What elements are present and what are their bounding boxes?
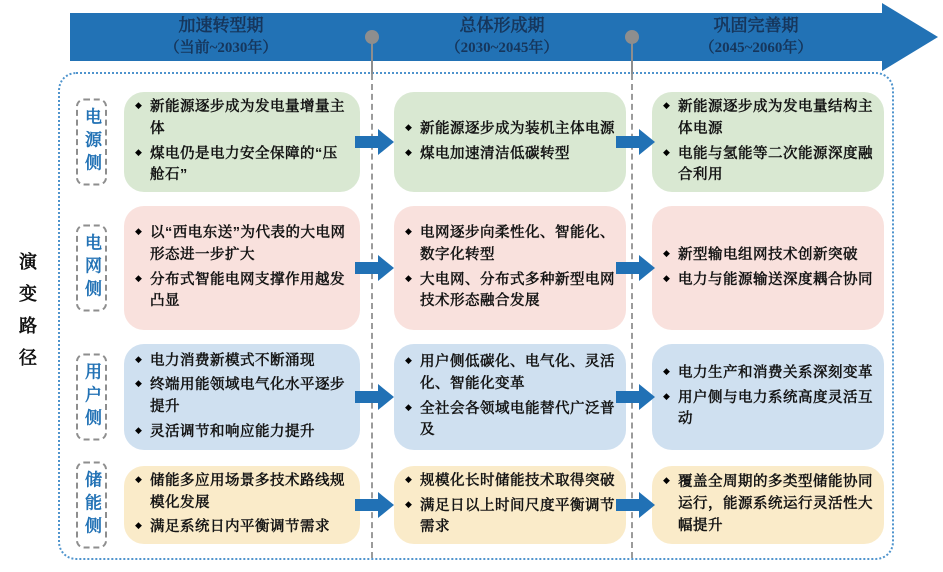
timeline-phase-2 <box>372 15 632 58</box>
bullet-item <box>662 245 873 267</box>
diamond-bullet-icon: ◆ <box>135 353 143 364</box>
phase-divider-dot-icon <box>625 30 639 44</box>
bullet-text: 覆盖全周期的多类型储能协同运行，能源系统运行灵活性大幅提升 <box>678 474 873 534</box>
diamond-bullet-icon: ◆ <box>405 146 413 157</box>
diamond-bullet-icon: ◆ <box>135 100 143 110</box>
bullet-item <box>662 363 874 385</box>
row-label-text: 储能侧 <box>82 470 101 540</box>
bullet-item <box>404 352 616 396</box>
row-label-grid-side <box>76 225 107 312</box>
bullet-item <box>662 388 874 432</box>
right-arrow-icon <box>355 255 395 281</box>
bullet-item <box>662 270 873 292</box>
cell-grid-phase1 <box>124 206 360 330</box>
diamond-bullet-icon: ◆ <box>663 146 671 157</box>
bullet-item <box>134 270 350 314</box>
bullet-text: 灵活调节和响应能力提升 <box>150 423 315 440</box>
bullet-text: 大电网、分布式多种新型电网技术形态融合发展 <box>420 271 615 310</box>
diamond-bullet-icon: ◆ <box>405 401 413 412</box>
diamond-bullet-icon: ◆ <box>663 390 671 401</box>
timeline-phase-3 <box>632 15 880 58</box>
right-arrow-icon <box>616 129 656 155</box>
bullet-text: 分布式智能电网支撑作用越发凸显 <box>150 271 345 310</box>
right-arrow-icon <box>616 384 656 410</box>
diamond-bullet-icon: ◆ <box>663 272 671 283</box>
bullet-text: 电力与能源输送深度耦合协同 <box>678 271 873 288</box>
diamond-bullet-icon: ◆ <box>135 520 143 531</box>
cell-user-phase1 <box>124 344 360 450</box>
diamond-bullet-icon: ◆ <box>663 475 671 486</box>
bullet-item <box>134 223 350 267</box>
bullet-item <box>134 351 350 373</box>
axis-label-evolution-path: 演变路径 <box>17 252 37 380</box>
row-label-text: 电源侧 <box>82 107 101 177</box>
bullet-item <box>404 270 616 314</box>
cell-power-phase2 <box>394 92 626 192</box>
timeline-arrow-head-icon <box>882 3 938 71</box>
bullet-item <box>662 97 874 141</box>
phase-subtitle: （2030~2045年） <box>445 39 559 56</box>
diamond-bullet-icon: ◆ <box>135 424 143 435</box>
bullet-text: 新能源逐步成为装机主体电源 <box>420 120 615 137</box>
cell-storage-phase2 <box>394 466 626 544</box>
diamond-bullet-icon: ◆ <box>663 100 671 110</box>
cell-grid-phase2 <box>394 206 626 330</box>
row-label-text: 用户侧 <box>82 362 101 432</box>
bullet-text: 新能源逐步成为发电量结构主体电源 <box>678 99 873 137</box>
bullet-text: 电力消费新模式不断涌现 <box>150 352 315 369</box>
diamond-bullet-icon: ◆ <box>405 226 413 236</box>
bullet-text: 新能源逐步成为发电量增量主体 <box>150 99 345 137</box>
bullet-text: 煤电加速清洁低碳转型 <box>420 145 570 162</box>
diamond-bullet-icon: ◆ <box>135 378 143 389</box>
diamond-bullet-icon: ◆ <box>405 272 413 283</box>
row-grid-side <box>0 206 943 330</box>
diamond-bullet-icon: ◆ <box>405 473 413 484</box>
cell-user-phase2 <box>394 344 626 450</box>
cell-storage-phase1 <box>124 466 360 544</box>
right-arrow-icon <box>616 492 656 518</box>
cell-grid-phase3 <box>652 206 884 330</box>
bullet-text: 用户侧与电力系统高度灵活互动 <box>678 389 873 428</box>
bullet-text: 全社会各领域电能替代广泛普及 <box>420 400 615 439</box>
diamond-bullet-icon: ◆ <box>135 473 143 484</box>
bullet-item <box>662 144 874 188</box>
row-label-storage-side <box>76 462 107 549</box>
bullet-item <box>404 496 616 540</box>
bullet-item <box>134 517 350 539</box>
diamond-bullet-icon: ◆ <box>405 355 413 365</box>
right-arrow-icon <box>355 129 395 155</box>
cell-user-phase3 <box>652 344 884 450</box>
bullet-item <box>404 119 615 141</box>
bullet-item <box>134 144 350 188</box>
cell-power-phase1 <box>124 92 360 192</box>
bullet-text: 电网逐步向柔性化、智能化、数字化转型 <box>420 225 615 263</box>
bullet-item <box>134 422 350 444</box>
bullet-item <box>134 471 350 515</box>
cell-power-phase3 <box>652 92 884 192</box>
bullet-text: 以“西电东送”为代表的大电网形态进一步扩大 <box>150 225 346 263</box>
row-user-side <box>0 344 943 450</box>
right-arrow-icon <box>616 255 656 281</box>
bullet-item <box>662 472 874 537</box>
bullet-text: 用户侧低碳化、电气化、灵活化、智能化变革 <box>420 354 615 392</box>
row-label-text: 电网侧 <box>82 233 101 303</box>
bullet-text: 新型输电组网技术创新突破 <box>678 246 858 263</box>
row-storage-side <box>0 466 943 544</box>
bullet-text: 满足系统日内平衡调节需求 <box>150 519 330 536</box>
bullet-text: 煤电仍是电力安全保障的“压舱石” <box>150 145 338 184</box>
diamond-bullet-icon: ◆ <box>135 226 143 236</box>
diamond-bullet-icon: ◆ <box>663 365 671 376</box>
bullet-item <box>404 144 615 166</box>
bullet-item <box>404 471 616 493</box>
bullet-item <box>134 375 350 419</box>
bullet-text: 满足日以上时间尺度平衡调节需求 <box>420 497 615 536</box>
phase-title: 加速转型期 <box>178 16 264 35</box>
bullet-text: 储能多应用场景多技术路线规模化发展 <box>150 472 345 511</box>
bullet-item <box>404 223 616 267</box>
diamond-bullet-icon: ◆ <box>405 121 413 132</box>
bullet-text: 规模化长时储能技术取得突破 <box>420 472 615 489</box>
diamond-bullet-icon: ◆ <box>135 272 143 283</box>
bullet-text: 电能与氢能等二次能源深度融合利用 <box>678 145 873 184</box>
bullet-text: 终端用能领域电气化水平逐步提升 <box>150 377 345 415</box>
phase-subtitle: （当前~2030年） <box>164 39 278 56</box>
bullet-item <box>134 97 350 141</box>
diamond-bullet-icon: ◆ <box>405 498 413 509</box>
row-label-power-side <box>76 99 107 186</box>
row-power-side <box>0 92 943 192</box>
cell-storage-phase3 <box>652 466 884 544</box>
diamond-bullet-icon: ◆ <box>663 247 671 258</box>
phase-title: 总体形成期 <box>459 16 545 35</box>
phase-title: 巩固完善期 <box>713 16 799 35</box>
phase-divider-dot-icon <box>365 30 379 44</box>
right-arrow-icon <box>355 492 395 518</box>
timeline-phase-1 <box>70 15 372 58</box>
diamond-bullet-icon: ◆ <box>135 146 143 157</box>
phase-subtitle: （2045~2060年） <box>699 39 813 56</box>
row-label-user-side <box>76 354 107 441</box>
right-arrow-icon <box>355 384 395 410</box>
bullet-text: 电力生产和消费关系深刻变革 <box>678 364 873 381</box>
bullet-item <box>404 399 616 443</box>
